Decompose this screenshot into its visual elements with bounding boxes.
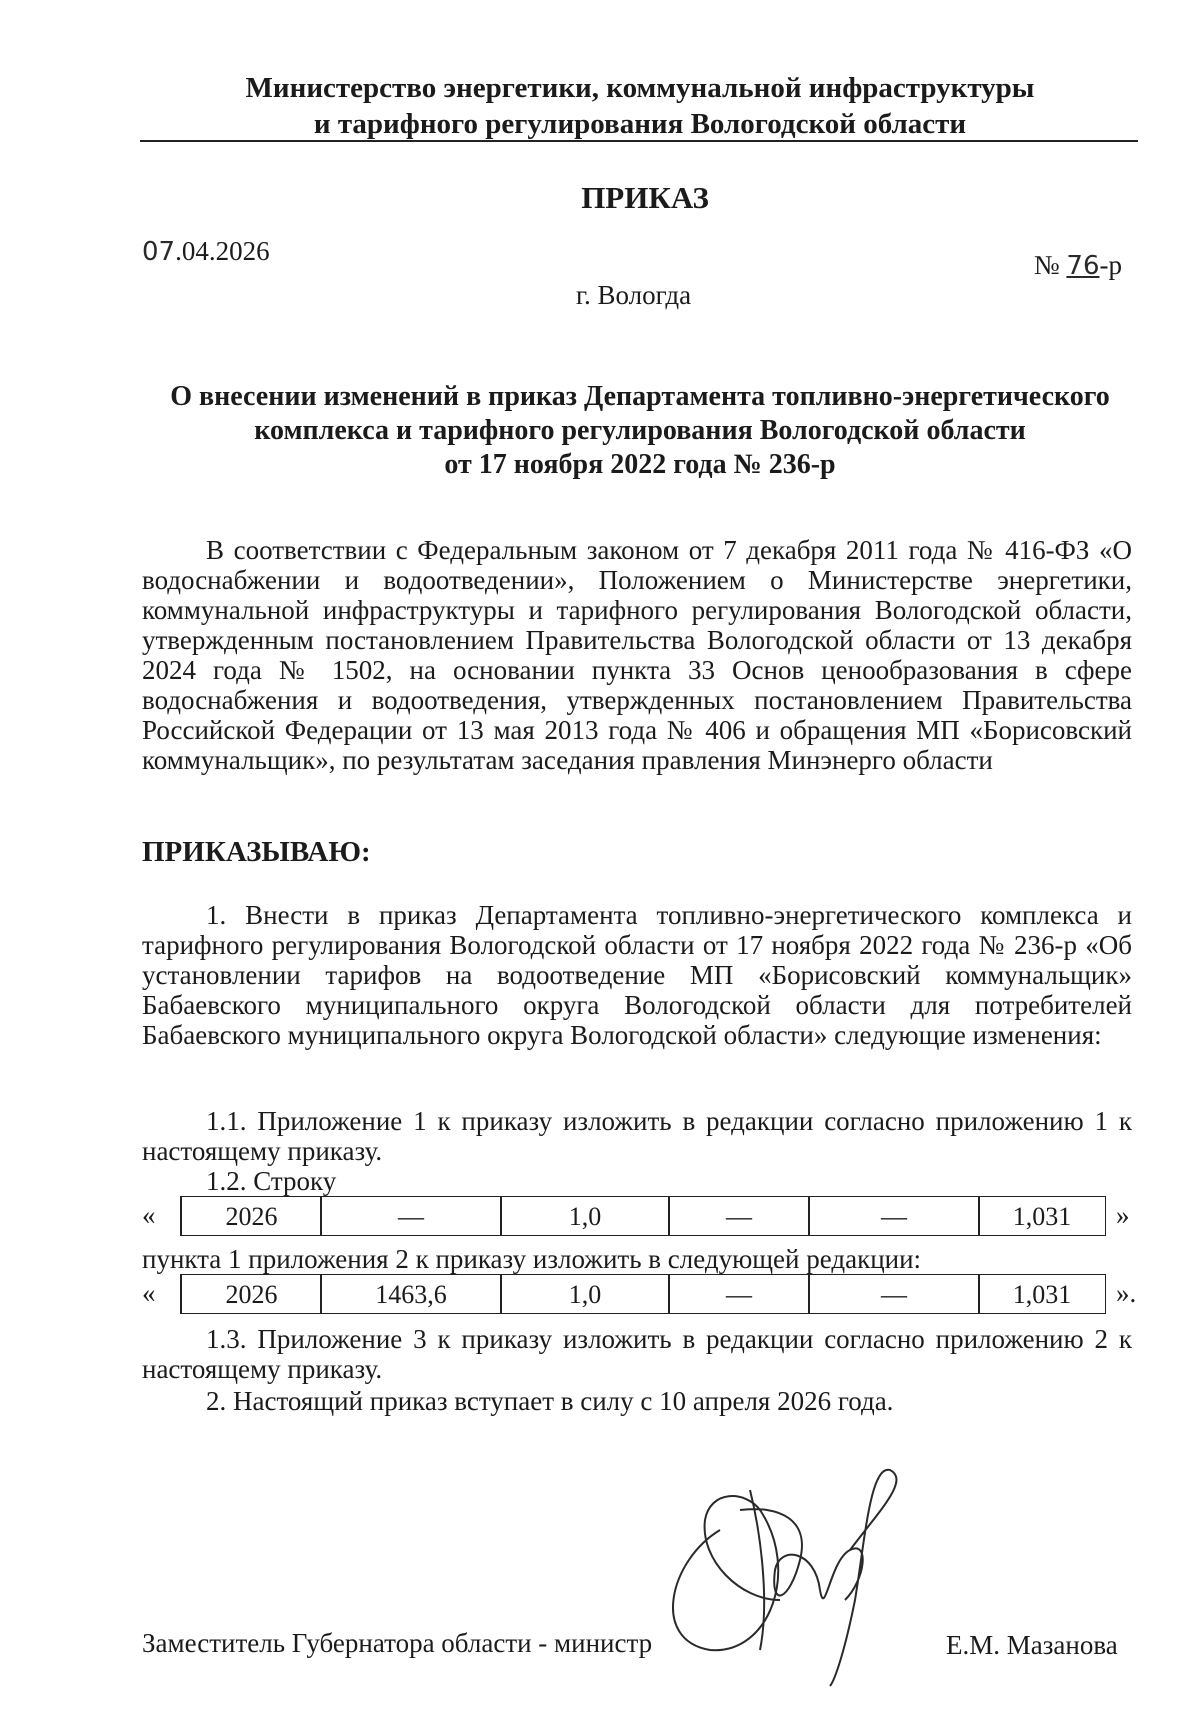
ministry-name-line-2: и тарифного регулирования Вологодской области <box>313 108 967 140</box>
subject-line-3: от 17 ноября 2022 года № 236-р <box>444 449 836 480</box>
ministry-name-line-1: Министерство энергетики, коммунальной инфраструктуры <box>245 72 1035 104</box>
table-cell: 1,031 <box>978 1274 1106 1314</box>
subject-line-2: комплекса и тарифного регулирования Вологодской области <box>254 415 1026 446</box>
table-cell: 1463,6 <box>320 1274 502 1314</box>
document-title: ПРИКАЗ <box>581 180 709 215</box>
header-rule <box>140 140 1138 142</box>
close-quote: ». <box>1116 1278 1137 1308</box>
table-cell: 2026 <box>180 1196 322 1236</box>
number-handwritten: 76 <box>1066 251 1100 281</box>
subject-line-1: О внесении изменений в приказ Департамента топливно-энергетического <box>170 381 1110 412</box>
item-1-2-middle: пункта 1 приложения 2 к приказу изложить в следующей редакции: <box>142 1244 922 1274</box>
open-quote: « <box>142 1278 156 1308</box>
item-2-paragraph: 2. Настоящий приказ вступает в силу с 10 апреля 2026 года. <box>206 1386 894 1416</box>
open-quote: « <box>142 1200 156 1230</box>
order-directive: ПРИКАЗЫВАЮ: <box>142 836 371 868</box>
number-suffix: -р <box>1099 250 1122 280</box>
signatory-name: Е.М. Мазанова <box>946 1630 1118 1660</box>
tariff-row-old <box>142 1196 1132 1236</box>
handwritten-signature <box>650 1450 930 1690</box>
signatory-position: Заместитель Губернатора области - министр <box>142 1628 653 1658</box>
close-quote: » <box>1116 1200 1130 1230</box>
order-subject <box>140 380 1140 482</box>
table-cell: 1,0 <box>500 1196 670 1236</box>
order-date <box>142 236 270 267</box>
item-1-2-intro: 1.2. Строку <box>206 1166 337 1196</box>
item-1-1-paragraph: 1.1. Приложение 1 к приказу изложить в редакции согласно приложению 1 к настоящему приказу. <box>142 1106 1132 1166</box>
preamble-paragraph: В соответствии с Федеральным законом от 7 декабря 2011 года № 416-ФЗ «О водоснабжении и водоотведении», Положением о Министерстве энергетики, коммунальной инфраструктуры и тарифного регулирования Вологодской области, утвержденным постановлением Правительства Вологодской области от 13 декабря 2024 года № 1502, на основании пункта 33 Основ ценообразования в сфере водоснабжения и водоотведения, утвержденных постановлением Правительства Российской Федерации от 13 мая 2013 года № 406 и обращения МП «Борисовский коммунальщик», по результатам заседания правления Минэнерго области <box>142 535 1132 775</box>
table-cell: 2026 <box>180 1274 322 1314</box>
item-1-paragraph: 1. Внести в приказ Департамента топливно-энергетического комплекса и тарифного регулирования Вологодской области от 17 ноября 2022 года № 236-р «Об установлении тарифов на водоотведение МП «Борисовский коммунальщик» Бабаевского муниципального округа Вологодской области для потребителей Бабаевского муниципального округа Вологодской области» следующие изменения: <box>142 900 1132 1050</box>
date-rest: .04.2026 <box>175 236 270 266</box>
order-city: г. Вологда <box>576 280 692 310</box>
item-1-3-paragraph: 1.3. Приложение 3 к приказу изложить в редакции согласно приложению 2 к настоящему приказу. <box>142 1324 1132 1384</box>
tariff-row-new <box>142 1274 1137 1314</box>
table-cell: — <box>320 1196 502 1236</box>
number-prefix: № <box>1033 250 1060 280</box>
table-cell: — <box>668 1196 810 1236</box>
table-cell: — <box>808 1196 980 1236</box>
table-cell: — <box>668 1274 810 1314</box>
order-number <box>1034 250 1122 281</box>
table-cell: — <box>808 1274 980 1314</box>
date-day-handwritten: 07 <box>142 237 176 267</box>
table-cell: 1,031 <box>978 1196 1106 1236</box>
table-cell: 1,0 <box>500 1274 670 1314</box>
